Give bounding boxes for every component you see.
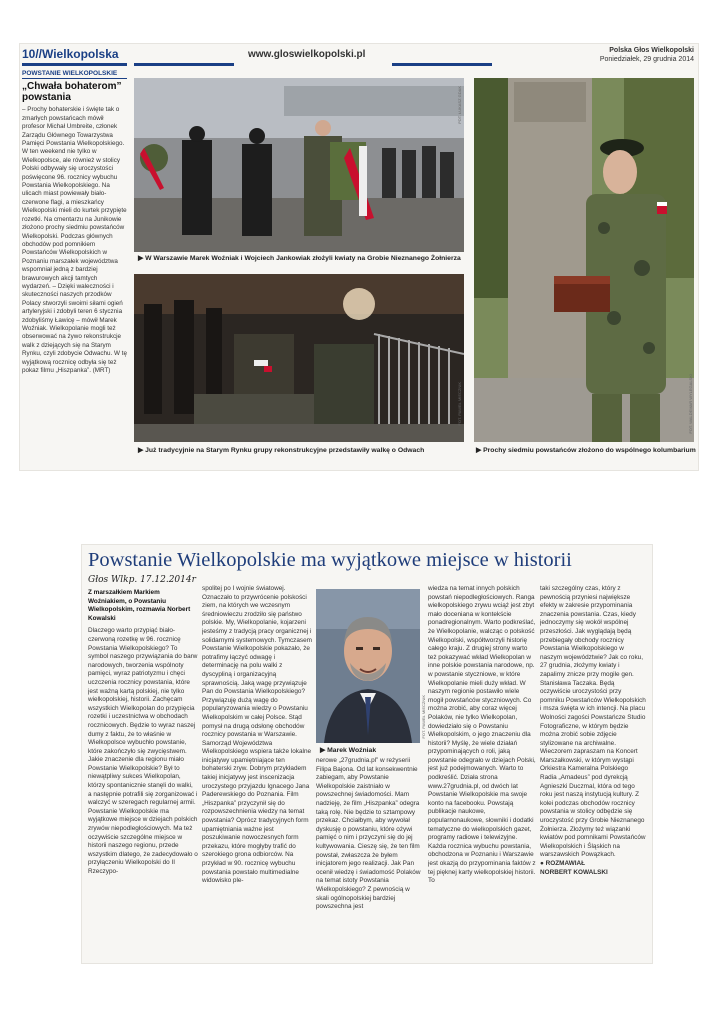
interview-column-5	[540, 585, 646, 957]
caption-text: Prochy siedmiu powstańców złożono do wspólnego kolumbarium	[483, 447, 696, 454]
bullet-icon: ●	[540, 860, 544, 867]
caption-text: Marek Woźniak	[327, 747, 377, 754]
interview-column-2	[202, 585, 312, 957]
portrait-image	[316, 589, 420, 743]
photo-caption: ▶ Prochy siedmiu powstańców złożono do wspólnego kolumbarium	[476, 447, 696, 454]
interview-intro: Z marszałkiem Markiem Woźniakiem, o Powstaniu Wielkopolskim, rozmawia Norbert Kowalski	[88, 589, 191, 622]
caption-text: W Warszawie Marek Woźniak i Wojciech Jankowiak złożyli kwiaty na Grobie Nieznanego Żołnierza	[145, 255, 461, 262]
header-rule-left	[22, 63, 127, 66]
photo-credit: FOT. PAWEŁ MIECZNIK	[457, 382, 462, 426]
article-column	[22, 70, 127, 465]
photo-soldier	[474, 78, 694, 442]
interview-text: wiedza na temat innych polskich powstań niepodległościowych. Ranga wielkopolskiego zrywu wciąż jest zbyt mało doceniana w kontekście ponadregionalnym. Warto podkreślać, że Wielkopolanie, walcząc o polskość Wielkopolski, współtworzyli historię całego kraju. Z drugiej strony warto też pokazywać wkład Wielkopolan w inne polskie powstania narodowe, np. w powstanie styczniowe, w które Wielkopolanie mieli duży wkład. W naszym regionie postawiło wiele mogił powstańców styczniowych. Co można zrobić, aby coraz więcej Polaków, nie tylko Wielkopolan, dowiedziało się o Powstaniu Wielkopolskim, o jego znaczeniu dla historii? Myślę, że wiele działań przypominających o roli, jaką powstanie odegrało w dziejach Polski, jest już podejmowanych. Warto to podkreślić. Działa strona www.27grudnia.pl, od dwóch lat Powstanie Wielkopolskie ma swoje konto na facebooku. Powstają publikacje naukowe, popularnonaukowe, słowniki i dodatki tematyczne do wielkopolskich gazet, programy radiowe i telewizyjne. Każda rocznica wybuchu powstania, obchodzona w Poznaniu i Warszawie jest okazją do przypominania faktów z tej pięknej karty wielkopolskiej historii. To	[428, 585, 536, 885]
photo-reenactment	[134, 274, 464, 442]
byline-name: NORBERT KOWALSKI	[540, 868, 608, 876]
byline	[540, 860, 646, 877]
interview-text: spolitej po I wojnie światowej. Oznaczało to przywrócenie polskości ziem, na których we wczesnym średniowieczu zrodziło się państwo polskie. My, Wielkopolanie, kojarzeni jesteśmy z tradycją pracy organicznej i solidarnymi systemowych. Tymczasem Powstanie Wielkopolskie pokazało, że potrafimy łączyć odwagę i determinację na polu walki z dyscypliną i organizacyjną sprawnością. Jaką wagę przywiązuje Pan do Powstania Wielkopolskiego? Przywiązuję dużą wagę do popularyzowania wiedzy o Powstaniu Wielkopolskim w całej Polsce. Stąd pomysł na drugą odsłonę obchodów rocznicy powstania w Warszawie. Samorząd Województwa Wielkopolskiego wspiera także lokalne inicjatywy upamiętniające ten bohaterski zryw. Dobrym przykładem takiej inicjatywy jest inscenizacja uroczystego przyjazdu Ignacego Jana Paderewskiego do Poznania. Film „Hiszpanka” przyczynił się do rozpowszechnienia wiedzy na temat powstania? Oprócz tradycyjnych form upamiętniania ważne jest poszukiwanie nowoczesnych form przekazu, które mogłyby trafić do szerokiego grona odbiorców. Na przykład w 90. rocznicę wybuchu powstania powstało multimedialne widowisko ple-	[202, 585, 312, 885]
handwritten-note: Głos Wlkp. 17.12.2014r	[88, 575, 196, 585]
interview-text: taki szczególny czas, który z pewnością przyniesi największe efekty w zakresie przypominania znaczenia powstania. Czas, kiedy jednoczymy się wokół wspólnej przeszłości. Jak wyglądają będą przebiegały obchody rocznicy Powstania Wielkopolskiego w naszym województwie? Jak co roku, 27 grudnia, złożymy kwiaty i zapalimy znicze przy mogile gen. Stanisława Taczaka. Będą oczywiście uroczystości przy pomniku Powstańców Wielkopolskich i msza święta w ich intencji. Na placu Wolności zagości Powstańcze Studio Fotograficzne, w którym będzie można zrobić sobie zdjęcie stylizowane na archiwalne. Wieczorem zapraszam na Koncert Marszałkowski, w którym wystąpi Orkiestra Kameralna Polskiego Radia „Amadeus” pod dyrekcją Agnieszki Duczmal, która od tego roku jest naszą instytucją kultury. Z kolei podczas obchodów rocznicy powstania w stolicy odbędzie się uroczystość przy Grobie Nieznanego Żołnierza. Złożymy też wiązanki kwiatów pod pomnikami Powstańców Wielkopolskich i Śląskich na warszawskich Powązkach.	[540, 585, 646, 859]
interview-headline: Powstanie Wielkopolskie ma wyjątkowe miejsce w historii	[88, 549, 572, 571]
header-rule-mid2	[392, 63, 492, 66]
interview-column-4	[428, 585, 536, 957]
photo-warsaw	[134, 78, 464, 252]
issue-date: Poniedziałek, 29 grudnia 2014	[599, 56, 694, 63]
photo-reenactment-image	[134, 274, 464, 442]
caption-text: Już tradycyjnie na Starym Rynku grupy rekonstrukcyjne przedstawiły walkę o Odwach	[145, 447, 425, 454]
article-headline: „Chwała bohaterom” powstania	[22, 81, 122, 104]
interview-column-3	[316, 757, 424, 957]
interview-text: nerowe „27grudnia.pl” w reżyserii Filipa Bajona. Od lat konsekwentnie zabiegam, aby Powstanie Wielkopolskie zaistniało w powszechnej świadomości. Mam nadzieję, że film „Hiszpanka” odegra taką rolę. Nie będzie to sztampowy przekaz. Chciałbym, aby wywołał dyskusję o powstaniu, które ożywi pamięć o nim i przyczyni się do jej kultywowania. Cieszę się, że ten film powstał, zwłaszcza że byłem inicjatorem jego realizacji. Jak Pan ocenił wiedzę i świadomość Polaków na temat istoty Powstania Wielkopolskiego? Z pewnością w skali ogólnopolskiej bardziej powszechna jest	[316, 757, 421, 911]
photo-credit: FOT. WALDEMAR WYLEGALSKI	[688, 374, 693, 434]
photo-credit: FOT. PAWEŁ MIECZNIK	[421, 695, 426, 739]
header-rule-mid	[134, 63, 234, 66]
interview-text: Dlaczego warto przypiąć biało-czerwoną rozetkę w 96. rocznicę Powstania Wielkopolskiego? To symbol naszego przywiązania do barw narodowych, tworzenia wspólnoty pamięci, wyraz patriotyzmu i chęci uczczenia rocznicy powstania, które jest ważną kartą polskiej, nie tylko wielkopolskiej, historii. Zachęcam wszystkich Wielkopolan do przypięcia rozetki i uczestnictwa w obchodach rocznicowych. Będzie to wyraz naszej dumy z faktu, że to właśnie w Wielkopolsce wybuchło powstanie, które zakończyło się zwycięstwem. Jakie znaczenie dla regionu miało Powstanie Wielkopolskie? Był to niewątpliwy sukces Wielkopolan, którzy spontanicznie stanęli do walki, a następnie potrafili się zorganizować i walczyć w szeregach regularnej armii. Powstanie Wielkopolskie ma wyjątkowe miejsce w dziejach polskich zrywów niepodległościowych. Ma też oczywiście szczególne miejsce w historii naszego regionu, przede wszystkim dlatego, że zadecydowało o przyłączeniu Wielkopolski do II Rzeczypo-	[88, 627, 198, 875]
section-title: Wielkopolska	[42, 47, 119, 61]
photo-warsaw-image	[134, 78, 464, 252]
website-url: www.gloswielkopolski.pl	[248, 49, 366, 60]
photo-credit: FOT. ŁUKASZ GDAK	[457, 86, 462, 124]
portrait-photo	[316, 589, 420, 743]
photo-caption: ▶ W Warszawie Marek Woźniak i Wojciech Jankowiak złożyli kwiaty na Grobie Nieznanego Żołnierza	[138, 255, 461, 262]
top-clipping	[20, 44, 698, 470]
interview-column-1	[88, 589, 198, 957]
paper-name: Polska Głos Wielkopolski	[609, 47, 694, 54]
photo-caption: ▶ Już tradycyjnie na Starym Rynku grupy rekonstrukcyjne przedstawiły walkę o Odwach	[138, 447, 425, 454]
byline-label: ROZMAWIAŁ	[545, 860, 586, 867]
bottom-clipping	[82, 545, 652, 963]
page-number: 10//	[22, 47, 43, 61]
page-header	[20, 44, 698, 66]
portrait-caption: ▶ Marek Woźniak	[320, 747, 377, 754]
article-kicker: POWSTANIE WIELKOPOLSKIE	[22, 70, 127, 79]
article-body: – Prochy bohaterskie i święte tak o zmarłych powstańcach mówił profesor Michał Umbreite, członek Zarządu Głównego Towarzystwa Pamięci Powstania Wielkopolskiego. W ten weekend nie tylko w Wielkopolsce, ale również w stolicy Polski odbywały się uroczystości poświęcone 96. rocznicy wybuchu Powstania Wielkopolskiego. Na ulicach miast powiewały biało-czerwone flagi, a mieszkańcy Wielkopolski mieli do kurtek przypięte rozetki. Na cmentarzu na Junikowie złożono prochy siedmiu powstańców Wielkopolski. Podczas głównych obchodów pod pomnikiem Powstańców Wielkopolskich w Poznaniu marszałek województwa wspomniał jedną z bardziej brawurowych akcji tamtych wydarzeń. – Dzięki waleczności i skuteczności naszych przodków Polacy stworzyli swoimi siłami ogień artyleryjski i zdobyli teren 6 stycznia zdobyliśmy Ławicę – mówił Marek Woźniak. Wielkopolanie mogli też obserwować na żywo rekonstrukcje walk z dziejących się na Starym Rynku, czyli zdobycie Odwachu. W tę wyjątkową rocznicę odbyła się też pokaz filmu „Hiszpanka”. (MRT)	[22, 106, 127, 374]
photo-soldier-image	[474, 78, 694, 442]
